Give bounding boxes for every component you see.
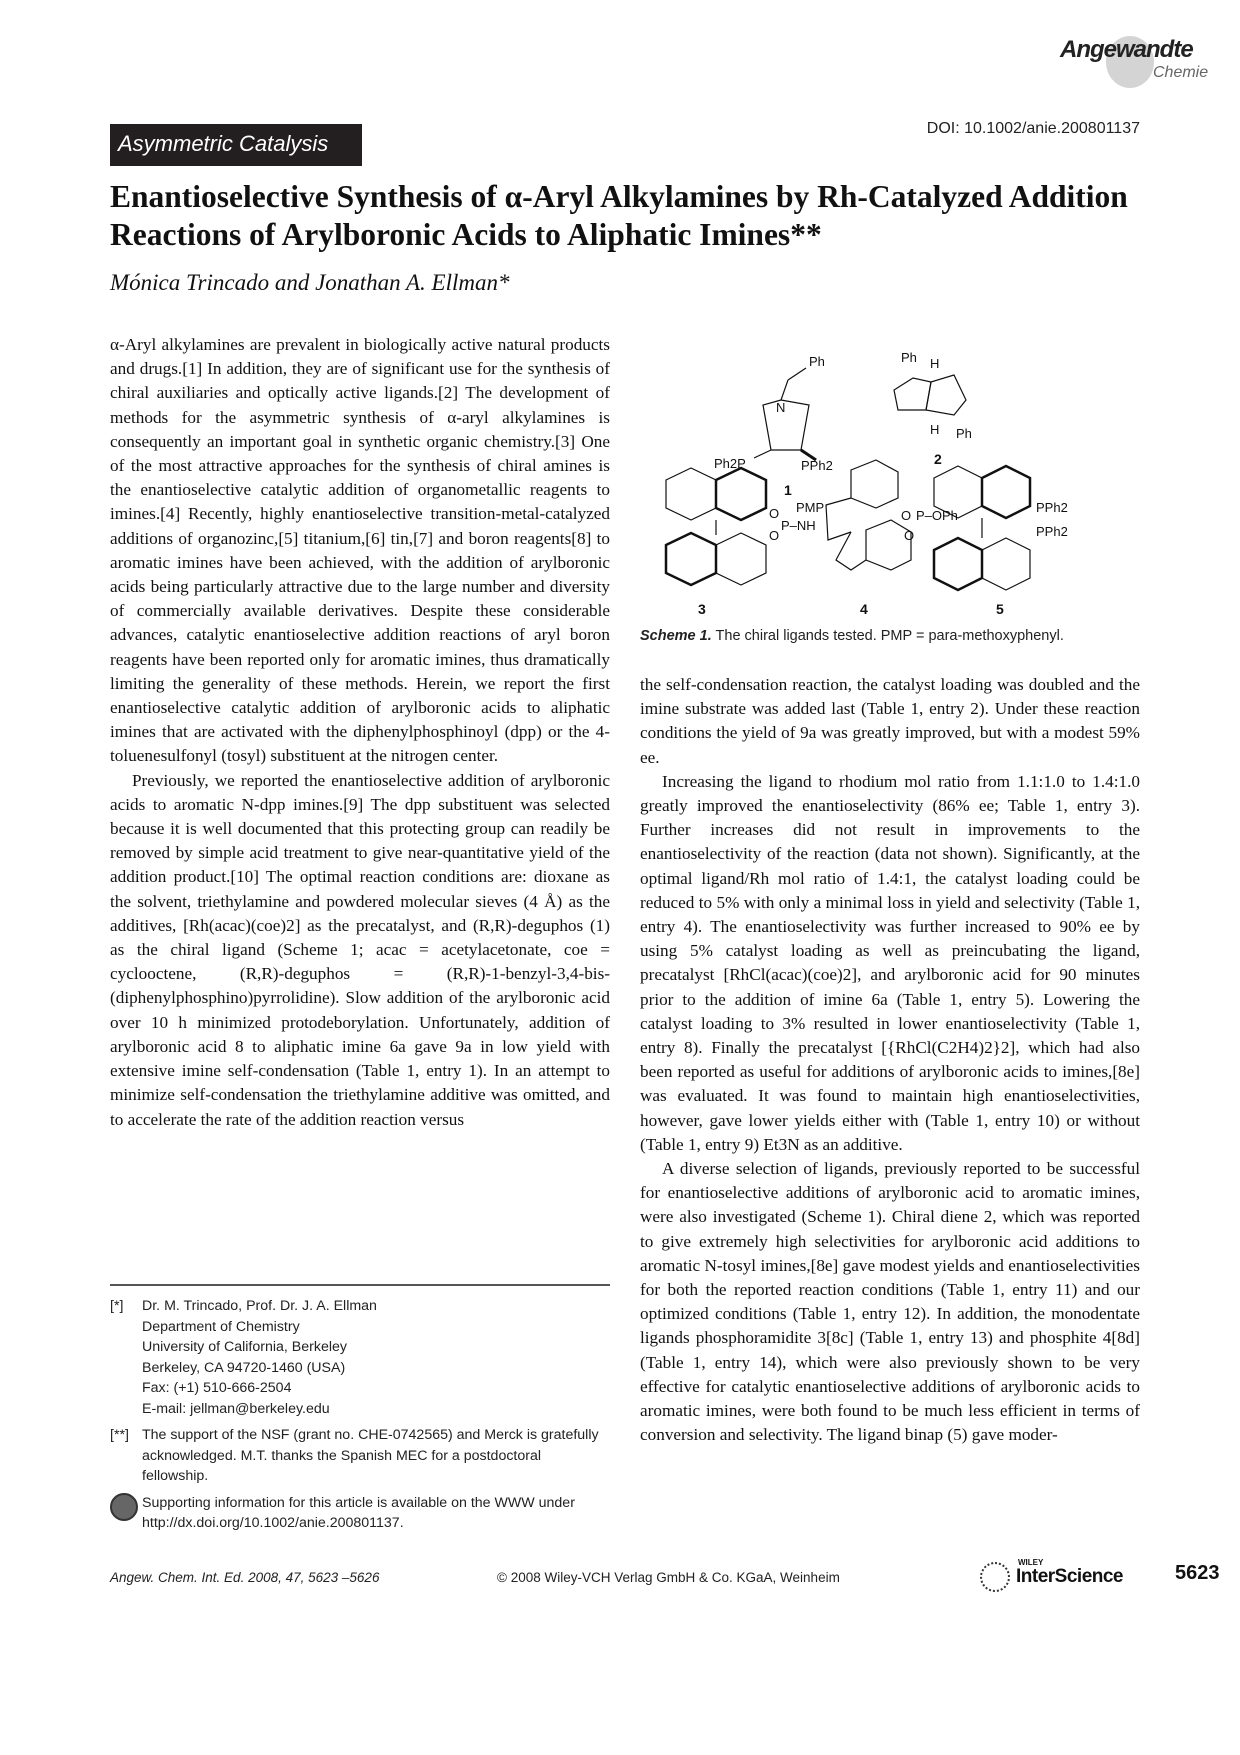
ligand-3 <box>666 468 824 617</box>
atom-label: O <box>769 506 780 521</box>
compound-number: 3 <box>698 601 706 617</box>
caption-text: The chiral ligands tested. PMP = para-methoxyphenyl. <box>715 628 1064 644</box>
logo-sub: Chemie <box>1153 64 1209 81</box>
footnote-mark: [**] <box>110 1427 129 1443</box>
atom-label: O <box>904 528 915 543</box>
footnotes <box>110 1296 610 1540</box>
journal-logo <box>1048 34 1228 94</box>
ligand-5 <box>934 466 1068 617</box>
atom-label: PPh2 <box>1036 524 1068 539</box>
logo-small: WILEY <box>1018 1558 1044 1567</box>
footnote-text: The support of the NSF (grant no. CHE-0742565) and Merck is gratefully acknowledged. M.T. thanks the Spanish MEC for a postdoctoral fellowship. <box>142 1427 599 1484</box>
atom-label: PPh2 <box>1036 500 1068 515</box>
footnote-supporting-info <box>110 1493 610 1534</box>
footnote-line: Berkeley, CA 94720-1460 (USA) <box>142 1359 346 1376</box>
footnote-text[interactable]: Supporting information for this article is available on the WWW under http://dx.doi.org/10.1002/anie.200801137. <box>142 1494 575 1531</box>
atom-label: Ph <box>901 350 917 365</box>
footnote-line: Department of Chemistry <box>142 1318 300 1335</box>
section-label: Asymmetric Catalysis <box>110 124 362 166</box>
atom-label: Ph2P <box>714 456 746 471</box>
footnote-line: University of California, Berkeley <box>142 1339 348 1355</box>
paragraph: α-Aryl alkylamines are prevalent in biologically active natural products and drugs.[1] In addition, they are of significant use for the synthesis of chiral auxiliaries and optically active ligands.[2] The development of methods for the asymmetric synthesis of α-aryl alkylamines is consequently an important goal in synthetic organic chemistry.[3] One of the most attractive approaches for the synthesis of chiral amines is the enantioselective catalytic addition of organometallic reagents to imines.[4] Recently, highly enantioselective transition-metal-catalyzed additions of organozinc,[5] titanium,[6] tin,[7] and boron reagents[8] to aromatic imines have been achieved, with the addition of arylboronic acids being particularly attractive due to the large number and diversity of commercially available derivatives. Despite these considerable advances, catalytic enantioselective addition reactions of aryl boron reagents have been reported only for aromatic imines, thus dramatically limiting the generality of these methods. Herein, we report the first enantioselective catalytic addition of arylboronic acids to aliphatic imines that are activated with the diphenylphosphinoyl (dpp) or the 4-toluenesulfonyl (tosyl) substituent at the nitrogen center. <box>110 335 610 766</box>
page-number: 5623 <box>1175 1562 1220 1584</box>
footer-citation: Angew. Chem. Int. Ed. 2008, 47, 5623 –5626 <box>110 1570 380 1585</box>
scheme-caption <box>640 628 1064 644</box>
paragraph: Previously, we reported the enantioselective addition of arylboronic acids to aromatic N-dpp imines.[9] The dpp substituent was selected because it is well documented that this protecting group can readily be removed by simple acid treatment to give near-quantitative yield of the addition product.[10] The optimal reaction conditions are: dioxane as the solvent, triethylamine and powdered molecular sieves (4 Å) as the additives, [Rh(acac)(coe)2] as the precatalyst, and (R,R)-deguphos (1) as the chiral ligand (Scheme 1; acac = acetylacetonate, coe = cyclooctene, (R,R)-deguphos = (R,R)-1-benzyl-3,4-bis-(diphenylphosphino)pyrrolidine). Slow addition of the arylboronic acid over 10 h minimized protodeborylation. Unfortunately, addition of arylboronic acid 8 to aliphatic imine 6a gave 9a in low yield with extensive imine self-condensation (Table 1, entry 1). In an attempt to minimize self-condensation the triethylamine additive was omitted, and to accelerate the rate of the addition reaction versus <box>110 770 610 1129</box>
atom-label: H <box>930 356 940 371</box>
logo-name: InterScience <box>1016 1566 1123 1587</box>
ligand-1 <box>714 354 833 498</box>
doi: DOI: 10.1002/anie.200801137 <box>926 120 1140 137</box>
footnote-acknowledgment <box>110 1425 610 1487</box>
footnote-line: Fax: (+1) 510-666-2504 <box>142 1380 292 1396</box>
ligand-4 <box>826 460 958 617</box>
atom-label: P–NH <box>781 518 816 533</box>
atom-label: Ph <box>956 426 972 441</box>
compound-number: 2 <box>934 451 942 467</box>
logo-name: Angewandte <box>1060 36 1193 63</box>
compound-number: 4 <box>860 601 868 617</box>
right-column <box>640 673 1140 1448</box>
left-column <box>110 333 610 1132</box>
scheme-1-structures <box>636 330 1146 660</box>
atom-label: PPh2 <box>801 458 833 473</box>
computer-icon <box>110 1493 138 1521</box>
footer-copyright: © 2008 Wiley-VCH Verlag GmbH & Co. KGaA, Weinheim <box>497 1570 840 1585</box>
interscience-logo <box>980 1558 1140 1598</box>
paragraph: Increasing the ligand to rhodium mol ratio from 1.1:1.0 to 1.4:1.0 greatly improved the enantioselectivity (86% ee; Table 1, entry 3). Further increases did not result in improvements to the enantioselectivity of the reaction (data not shown). Significantly, at the optimal ligand/Rh mol ratio of 1.4:1, the catalyst loading could be reduced to 5% with only a minimal loss in yield and selectivity (Table 1, entry 4). The enantioselectivity was further increased to 90% ee by using 5% catalyst loading as well as preincubating the ligand, precatalyst [RhCl(acac)(coe)2], and arylboronic acid for 90 minutes prior to the addition of imine 6a (Table 1, entry 5). Lowering the catalyst loading to 3% resulted in lower enantioselectivity (Table 1, entry 8). Finally the precatalyst [{RhCl(C2H4)2}2], which had also been reported as useful for additions of arylboronic acids to imines,[8e] was evaluated. It was found to maintain high enantioselectivities, however, gave lower yields either with (Table 1, entry 10) or without (Table 1, entry 9) Et3N as an additive. <box>640 771 1140 1154</box>
footnote-affiliation <box>110 1296 610 1419</box>
footnote-divider <box>110 1284 610 1286</box>
authors: Mónica Trincado and Jonathan A. Ellman* <box>110 270 510 295</box>
article-title: Enantioselective Synthesis of α-Aryl Alkylamines by Rh-Catalyzed Addition Reactions of Arylboronic Acids to Aliphatic Imines** <box>110 179 1128 252</box>
ligand-2 <box>894 350 972 467</box>
paragraph: the self-condensation reaction, the catalyst loading was doubled and the imine substrate was added last (Table 1, entry 2). Under these reaction conditions the yield of 9a was greatly improved, but with a modest 59% ee. <box>640 675 1140 767</box>
footnote-line: Dr. M. Trincado, Prof. Dr. J. A. Ellman <box>142 1298 377 1314</box>
atom-label: H <box>930 422 940 437</box>
atom-label: P–OPh <box>916 508 958 523</box>
footnote-line: E-mail: jellman@berkeley.edu <box>142 1400 330 1417</box>
atom-label: PMP <box>796 500 825 515</box>
footnote-mark: [*] <box>110 1298 124 1314</box>
paragraph: A diverse selection of ligands, previously reported to be successful for enantioselective additions of arylboronic acid to aromatic imines, were also investigated (Scheme 1). Chiral diene 2, which was reported to give extremely high selectivities for arylboronic acid additions to aromatic N-tosyl imines,[8e] gave modest yields and enantioselectivities for both the reported reaction conditions (Table 1, entry 11) and our optimized conditions (Table 1, entry 12). In addition, the monodentate ligands phosphoramidite 3[8c] (Table 1, entry 13) and phosphite 4[8d] (Table 1, entry 14), which were also previously shown to be very effective for catalytic enantioselective additions of arylboronic acids to aromatic imines, were both found to be much less efficient in terms of conversion and selectivity. The ligand binap (5) gave moder- <box>640 1159 1140 1445</box>
atom-label: Ph <box>809 354 825 369</box>
globe-icon <box>980 1562 1010 1592</box>
atom-label: O <box>901 508 912 523</box>
caption-label: Scheme 1. <box>640 628 712 644</box>
compound-number: 5 <box>996 601 1004 617</box>
atom-label: N <box>776 400 786 415</box>
compound-number: 1 <box>784 482 792 498</box>
atom-label: O <box>769 528 780 543</box>
